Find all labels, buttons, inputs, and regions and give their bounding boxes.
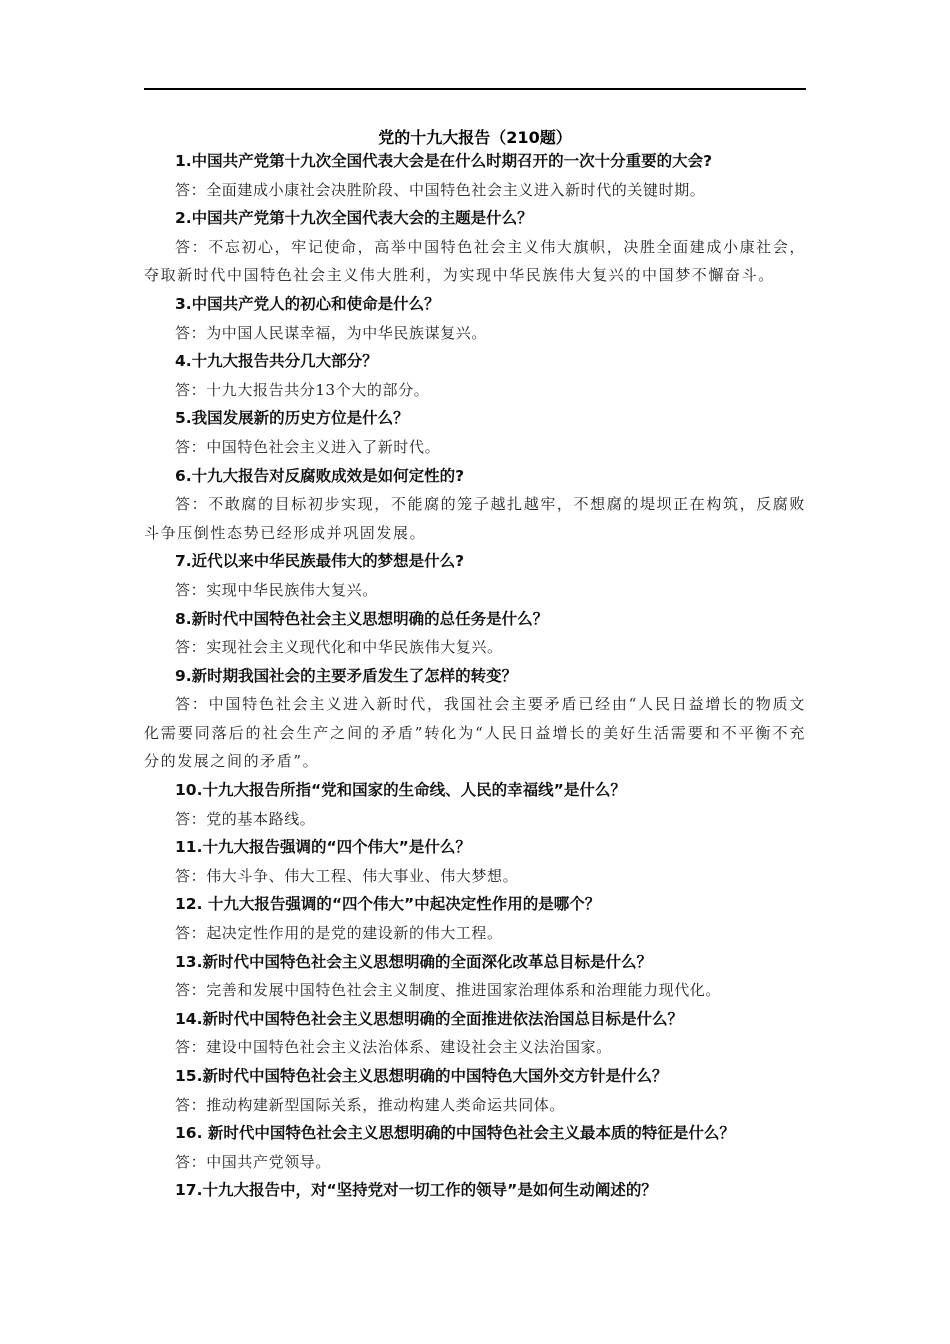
question: 16. 新时代中国特色社会主义思想明确的中国特色社会主义最本质的特征是什么？ <box>175 1124 735 1143</box>
question: 6.十九大报告对反腐败成效是如何定性的? <box>175 466 465 485</box>
question: 11.十九大报告强调的“四个伟大”是什么？ <box>175 838 471 857</box>
answer: 答：不忘初心，牢记使命，高举中国特色社会主义伟大旗帜，决胜全面建成小康社会，夺取新时代中国特色社会主义伟大胜利，为实现中华民族伟大复兴的中国梦不懈奋斗。 <box>144 237 806 285</box>
question: 5.我国发展新的历史方位是什么？ <box>175 409 409 428</box>
question: 10.十九大报告所指“党和国家的生命线、人民的幸福线”是什么？ <box>175 781 626 800</box>
answer: 答：全面建成小康社会决胜阶段、中国特色社会主义进入新时代的关键时期。 <box>175 180 706 199</box>
answer: 答：伟大斗争、伟大工程、伟大事业、伟大梦想。 <box>175 866 519 885</box>
answer: 答：完善和发展中国特色社会主义制度、推进国家治理体系和治理能力现代化。 <box>175 981 722 1000</box>
question: 14.新时代中国特色社会主义思想明确的全面推进依法治国总目标是什么？ <box>175 1009 683 1028</box>
question: 1.中国共产党第十九次全国代表大会是在什么时期召开的一次十分重要的大会? <box>175 152 713 170</box>
question: 8.新时代中国特色社会主义思想明确的总任务是什么？ <box>175 609 549 628</box>
question: 4.十九大报告共分几大部分？ <box>175 352 378 371</box>
answer: 答：不敢腐的目标初步实现，不能腐的笼子越扎越牢，不想腐的堤坝正在构筑，反腐败斗争压倒性态势已经形成并巩固发展。 <box>144 495 806 542</box>
qa-list <box>144 147 806 1205</box>
answer: 答：实现社会主义现代化和中华民族伟大复兴。 <box>175 638 503 657</box>
answer: 答：推动构建新型国际关系，推动构建人类命运共同体。 <box>175 1095 566 1114</box>
question: 3.中国共产党人的初心和使命是什么？ <box>175 294 440 313</box>
document-title: 党的十九大报告（210题） <box>378 128 572 147</box>
question: 15.新时代中国特色社会主义思想明确的中国特色大国外交方针是什么？ <box>175 1067 668 1085</box>
question: 12. 十九大报告强调的“四个伟大”中起决定性作用的是哪个？ <box>175 895 601 914</box>
answer: 答：起决定性作用的是党的建设新的伟大工程。 <box>175 924 503 943</box>
question: 2.中国共产党第十九次全国代表大会的主题是什么？ <box>175 209 533 228</box>
answer: 答：建设中国特色社会主义法治体系、建设社会主义法治国家。 <box>175 1038 612 1057</box>
header-rule <box>144 88 806 90</box>
answer: 答：党的基本路线。 <box>175 809 316 828</box>
question: 13.新时代中国特色社会主义思想明确的全面深化改革总目标是什么？ <box>175 952 652 971</box>
answer: 答：十九大报告共分13个大的部分。 <box>175 380 430 399</box>
question: 7.近代以来中华民族最伟大的梦想是什么? <box>175 552 465 571</box>
question: 9.新时期我国社会的主要矛盾发生了怎样的转变？ <box>175 666 518 685</box>
answer: 答：实现中华民族伟大复兴。 <box>175 580 378 599</box>
answer: 答：中国共产党领导。 <box>175 1152 332 1171</box>
answer: 答：中国特色社会主义进入新时代，我国社会主要矛盾已经由“人民日益增长的物质文化需要同落后的社会生产之间的矛盾”转化为“人民日益增长的美好生活需要和不平衡不充分的发展之间的矛盾”。 <box>144 695 806 771</box>
answer: 答：为中国人民谋幸福，为中华民族谋复兴。 <box>175 323 488 342</box>
answer: 答：中国特色社会主义进入了新时代。 <box>175 437 441 456</box>
question: 17.十九大报告中，对“坚持党对一切工作的领导”是如何生动阐述的？ <box>175 1181 657 1200</box>
